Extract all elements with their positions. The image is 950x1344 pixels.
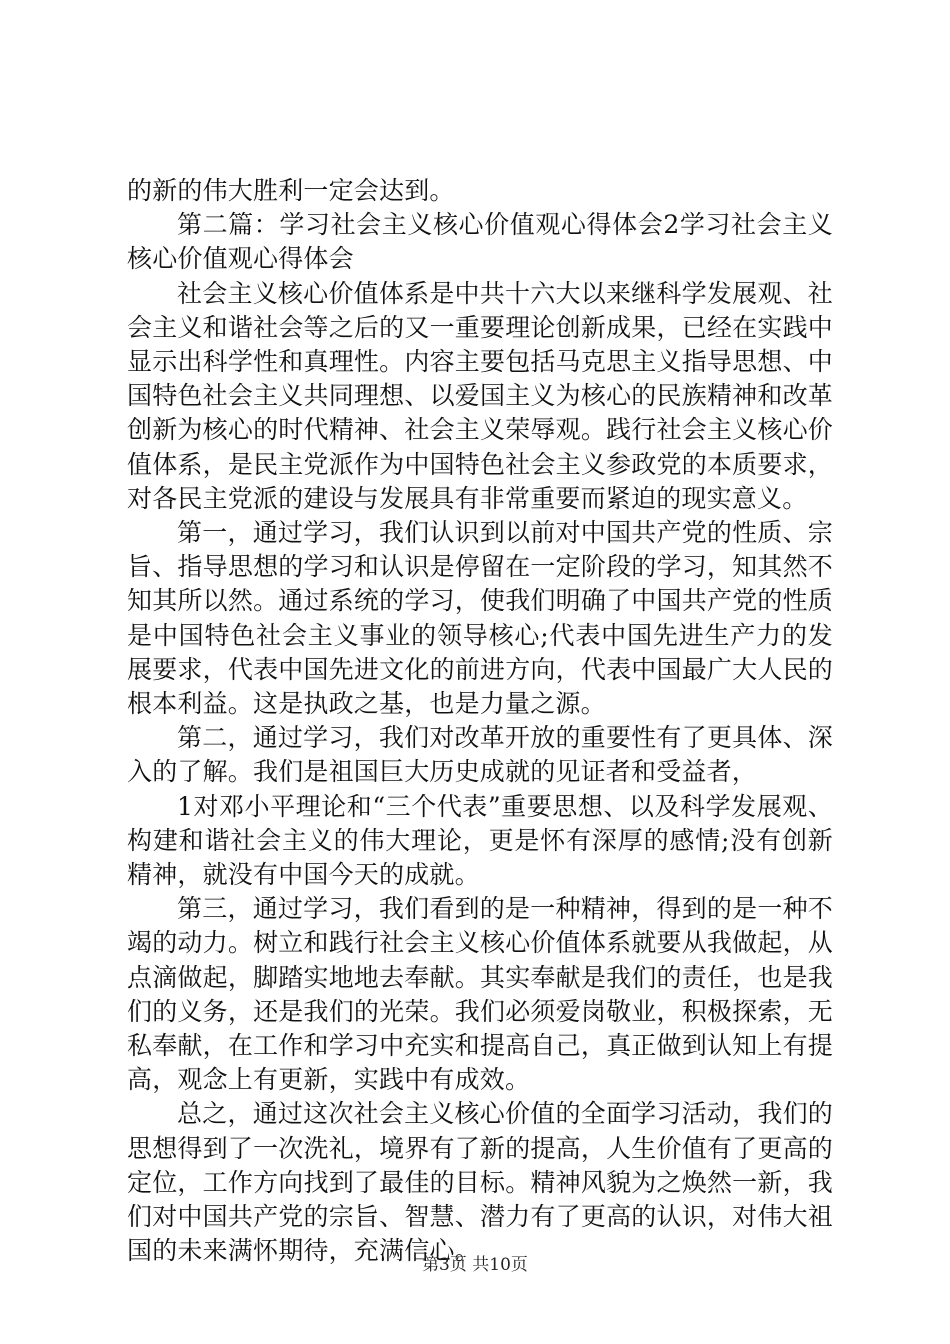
paragraph-second-point: 第二，通过学习，我们对改革开放的重要性有了更具体、深入的了解。我们是祖国巨大历史成就的见证者和受益者，	[127, 723, 833, 787]
paragraph-third-point: 第三，通过学习，我们看到的是一种精神，得到的是一种不竭的动力。树立和践行社会主义核心价值体系就要从我做起，从点滴做起，脚踏实地地去奉献。其实奉献是我们的责任，也是我们的义务，还是我们的光荣。我们必须爱岗敬业，积极探索，无私奉献，在工作和学习中充实和提高自己，真正做到认知上有提高，观念上有更新，实践中有成效。	[127, 894, 833, 1095]
paragraph-second-point-cont: 1对邓小平理论和“三个代表”重要思想、以及科学发展观、构建和谐社会主义的伟大理论，更是怀有深厚的感情;没有创新精神，就没有中国今天的成就。	[127, 791, 833, 890]
section-heading: 第二篇：学习社会主义核心价值观心得体会2学习社会主义核心价值观心得体会	[127, 210, 833, 274]
paragraph-first-point: 第一，通过学习，我们认识到以前对中国共产党的性质、宗旨、指导思想的学习和认识是停留在一定阶段的学习，知其然不知其所以然。通过系统的学习，使我们明确了中国共产党的性质是中国特色社会主义事业的领导核心;代表中国先进生产力的发展要求，代表中国先进文化的前进方向，代表中国最广大人民的根本利益。这是执政之基，也是力量之源。	[127, 518, 833, 719]
page-number-footer: 第3页 共10页	[422, 1255, 528, 1275]
paragraph-continuation: 的新的伟大胜利一定会达到。	[127, 176, 455, 205]
paragraph-intro: 社会主义核心价值体系是中共十六大以来继科学发展观、社会主义和谐社会等之后的又一重要理论创新成果，已经在实践中显示出科学性和真理性。内容主要包括马克思主义指导思想、中国特色社会主义共同理想、以爱国主义为核心的民族精神和改革创新为核心的时代精神、社会主义荣辱观。践行社会主义核心价值体系，是民主党派作为中国特色社会主义参政党的本质要求，对各民主党派的建设与发展具有非常重要而紧迫的现实意义。	[127, 278, 833, 513]
paragraph-conclusion: 总之，通过这次社会主义核心价值的全面学习活动，我们的思想得到了一次洗礼，境界有了新的提高，人生价值有了更高的定位，工作方向找到了最佳的目标。精神风貌为之焕然一新，我们对中国共产党的宗旨、智慧、潜力有了更高的认识，对伟大祖国的未来满怀期待，充满信心。	[127, 1099, 833, 1266]
document-body	[127, 174, 833, 1269]
